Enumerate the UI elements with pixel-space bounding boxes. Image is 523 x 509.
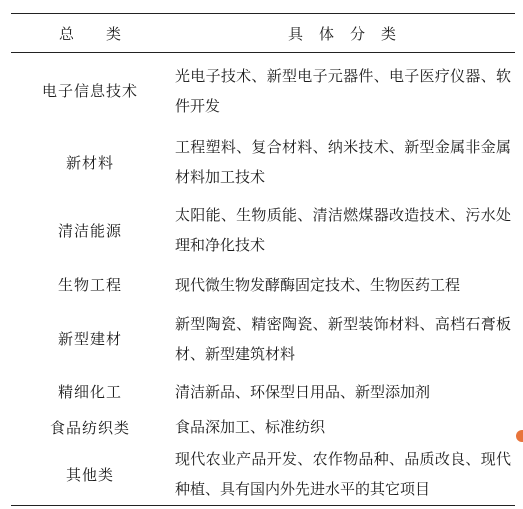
- row-detail: 现代微生物发酵酶固定技术、生物医药工程: [175, 275, 461, 294]
- header-category: 总类: [11, 14, 169, 53]
- row-detail: 食品深加工、标准纺织: [175, 418, 326, 436]
- row-detail: 太阳能、生物质能、清洁燃煤器改造技术、污水处理和净化技术: [175, 206, 511, 254]
- table-row: [11, 196, 515, 264]
- table-row: [11, 443, 515, 506]
- table-header-row: [11, 14, 515, 53]
- row-detail: 新型陶瓷、精密陶瓷、新型装饰材料、高档石膏板材、新型建筑材料: [175, 314, 511, 363]
- table-row: [11, 264, 515, 305]
- classification-table-container: [11, 13, 515, 506]
- row-category: 新型建材: [57, 330, 122, 348]
- table-row: [11, 305, 515, 372]
- row-category: 精细化工: [57, 383, 122, 401]
- row-category: 生物工程: [57, 276, 122, 294]
- classification-table: [11, 13, 515, 506]
- row-detail: 清洁新品、环保型日用品、新型添加剂: [175, 382, 431, 401]
- edge-tab-marker[interactable]: [516, 430, 523, 442]
- row-category: 电子信息技术: [41, 82, 138, 100]
- row-category: 新材料: [65, 153, 114, 172]
- table-row: [11, 128, 515, 196]
- row-category: 清洁能源: [57, 221, 122, 240]
- table-row: [11, 372, 515, 411]
- row-category: 食品纺织类: [49, 418, 130, 437]
- row-detail: 现代农业产品开发、农作物品种、品质改良、现代种植、具有国内外先进水平的其它项目: [169, 443, 515, 506]
- row-category: 其他类: [11, 443, 169, 506]
- row-detail: 光电子技术、新型电子元器件、电子医疗仪器、软件开发: [175, 66, 511, 115]
- table-row: [11, 53, 515, 129]
- row-detail: 工程塑料、复合材料、纳米技术、新型金属非金属材料加工技术: [175, 138, 511, 186]
- table-row: [11, 411, 515, 443]
- header-detail: 具体分类: [169, 14, 515, 53]
